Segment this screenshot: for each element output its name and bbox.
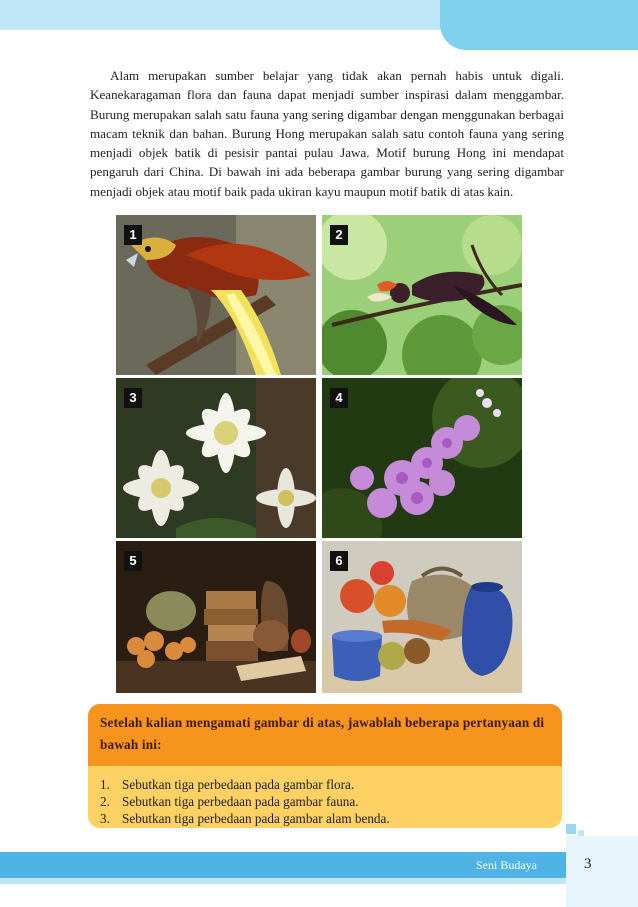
bird-of-paradise-icon [116,215,316,375]
intro-paragraph: Alam merupakan sumber belajar yang tidak akan pernah habis untuk digali. Keanekaragaman flora dan fauna dapat menjadi sumber inspirasi dalam menggambar. Burung merupakan salah satu fauna yang sering digambar dengan menggunakan berbagai macam teknik dan bahan. Burung Hong merupakan salah satu contoh fauna yang sering menjadi objek batik di pesisir pantai pulau Jawa. Motif burung Hong ini mendapat pengaruh dari China. Di bawah ini ada beberapa gambar burung yang sering digambar menjadi objek atau motif baik pada ukiran kayu maupun motif batik di atas kain. [90,68,564,199]
question-text: Sebutkan tiga perbedaan pada gambar fauna. [122,794,359,809]
footer-book-title: Seni Budaya [476,858,537,872]
decorative-square [566,824,576,834]
purple-flower-icon [322,378,522,538]
page-number: 3 [584,856,592,872]
image-still-life-boxes [116,541,316,693]
hornbill-icon [322,215,522,375]
image-chrysanthemum [116,378,316,538]
question-item [100,793,550,810]
question-text: Sebutkan tiga perbedaan pada gambar alam benda. [122,811,390,826]
question-box [88,704,562,828]
image-number: 6 [330,551,348,571]
image-still-life-jugs [322,541,522,693]
decorative-square [578,830,584,836]
header-tab [440,0,638,50]
white-flower-icon [116,378,316,538]
still-life-jugs-icon [322,541,522,693]
image-hornbill [322,215,522,375]
image-number: 4 [330,388,348,408]
image-bird-of-paradise [116,215,316,375]
still-life-boxes-icon [116,541,316,693]
image-purple-flowers [322,378,522,538]
image-grid [116,215,522,693]
image-number: 5 [124,551,142,571]
image-number: 3 [124,388,142,408]
question-number: 3. [100,811,110,826]
question-number: 1. [100,777,110,792]
question-item [100,776,550,793]
image-number: 1 [124,225,142,245]
question-text: Sebutkan tiga perbedaan pada gambar flora. [122,777,355,792]
question-item [100,810,550,827]
question-list [88,766,562,827]
page-number-box [566,836,638,907]
image-number: 2 [330,225,348,245]
footer-band-light [0,878,638,884]
question-heading: Setelah kalian mengamati gambar di atas, jawablah beberapa pertanyaan di bawah ini: [88,704,562,766]
footer-band [0,852,638,878]
question-number: 2. [100,794,110,809]
